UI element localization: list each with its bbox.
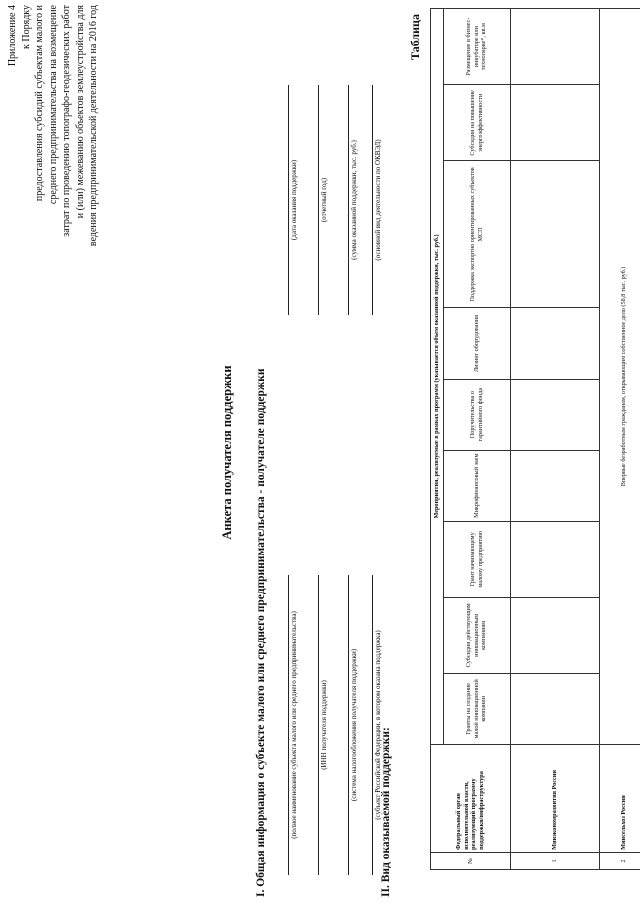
field-caption: (система налогообложения получателя поддержки): [350, 648, 358, 802]
field-caption: (полное наименование субъекта малого или среднего предпринимательства): [290, 611, 298, 839]
header-cell-col: Поручительства о гарантийного фонда: [443, 379, 510, 450]
fill-line[interactable]: [332, 85, 349, 315]
field-caption: (основной вид деятельности по ОКВЭД): [374, 139, 382, 261]
table-cell[interactable]: [510, 379, 599, 450]
region-field[interactable]: [356, 575, 382, 875]
field-caption: (сумма оказанной поддержки, тыс. руб.): [350, 140, 358, 260]
header-cell-col: Субсидия действующим инновационным компаниям: [443, 597, 510, 673]
fill-line[interactable]: [356, 85, 373, 315]
field-caption: (дата оказания поддержки): [290, 159, 298, 241]
row-body: Минсельхоз России: [599, 744, 640, 852]
appendix-header: [6, 5, 101, 295]
table-header-row: [431, 9, 444, 870]
header-cell-body: Федеральный орган исполнительной власти, реализующий программу поддержки/инфраструктура: [431, 744, 511, 852]
table-subheader-row: [443, 9, 510, 870]
appendix-line: и (или) межеванию объектов землеустройства для: [74, 5, 86, 219]
header-cell-num: №: [431, 852, 511, 869]
header-cell-col: Поддержка экспортно ориентированных субъектов МСП: [443, 161, 510, 308]
okved-field[interactable]: [356, 85, 382, 315]
appendix-line: среднего предпринимательства на возмещение: [47, 5, 59, 205]
table-label: Таблица: [408, 14, 422, 60]
fill-line[interactable]: [302, 575, 319, 875]
field-caption: (субъект Российской Федерации, в котором оказана поддержка): [374, 630, 382, 820]
table-cell[interactable]: [510, 673, 599, 744]
appendix-line: к Порядку: [20, 5, 32, 49]
appendix-line: затрат по проведению топографо-геодезических работ: [61, 5, 72, 237]
tax-system-field[interactable]: [332, 575, 358, 875]
table-cell[interactable]: [510, 161, 599, 308]
support-amount-field[interactable]: [332, 85, 358, 315]
table-cell[interactable]: [510, 521, 599, 597]
fill-line[interactable]: [272, 85, 289, 315]
row-body: Минэкономразвития России: [510, 744, 599, 852]
table-row: [599, 9, 640, 870]
report-year-field[interactable]: [302, 85, 328, 315]
fill-line[interactable]: [332, 575, 349, 875]
appendix-line: Приложение 4: [7, 5, 18, 67]
fill-line[interactable]: [272, 575, 289, 875]
table-cell[interactable]: [510, 85, 599, 161]
field-caption: (ИНН получателя поддержки): [320, 680, 328, 770]
support-table: [430, 8, 640, 870]
header-cell-col: Размещение в бизнес-инкубаторе или технопарке*, кв.м: [443, 9, 510, 85]
company-name-field[interactable]: [272, 575, 298, 875]
fill-line[interactable]: [356, 575, 373, 875]
table-row: [510, 9, 599, 870]
appendix-line: предоставления субсидий субъектам малого и: [34, 5, 45, 202]
row-note: Впервые безработным гражданам, открывающим собственное дело (58,8 тыс. руб.): [599, 9, 640, 745]
form-title: Анкета получателя поддержки: [220, 365, 234, 540]
table-cell[interactable]: [510, 308, 599, 379]
header-cell-measures: Мероприятия, реализуемые в рамках программ (указывается объем оказанной поддержки, тыс. руб.): [431, 9, 444, 745]
appendix-line: ведения предпринимательской деятельности на 2016 год: [88, 5, 99, 247]
header-cell-col: Гранты на создание малой инновационной компании: [443, 673, 510, 744]
row-num: 1: [510, 852, 599, 869]
section-1-heading: I. Общая информация о субъекте малого или среднего предпринимательства - получателе поддержки: [255, 368, 267, 897]
header-cell-col: Лизинг оборудования: [443, 308, 510, 379]
header-cell-col: Микрофинансовый заем: [443, 450, 510, 521]
support-date-field[interactable]: [272, 85, 298, 315]
header-cell-col: Грант начинающему малому предприятию: [443, 521, 510, 597]
field-caption: (отчетный год): [320, 177, 328, 223]
inn-field[interactable]: [302, 575, 328, 875]
fill-line[interactable]: [302, 85, 319, 315]
table-cell[interactable]: [510, 450, 599, 521]
section-2-heading: II. Вид оказываемой поддержки:: [380, 727, 392, 897]
table-cell[interactable]: [510, 9, 599, 85]
header-cell-col: Субсидии на повышение энергоэффективности: [443, 85, 510, 161]
table-cell[interactable]: [510, 597, 599, 673]
row-num: 2: [599, 852, 640, 869]
